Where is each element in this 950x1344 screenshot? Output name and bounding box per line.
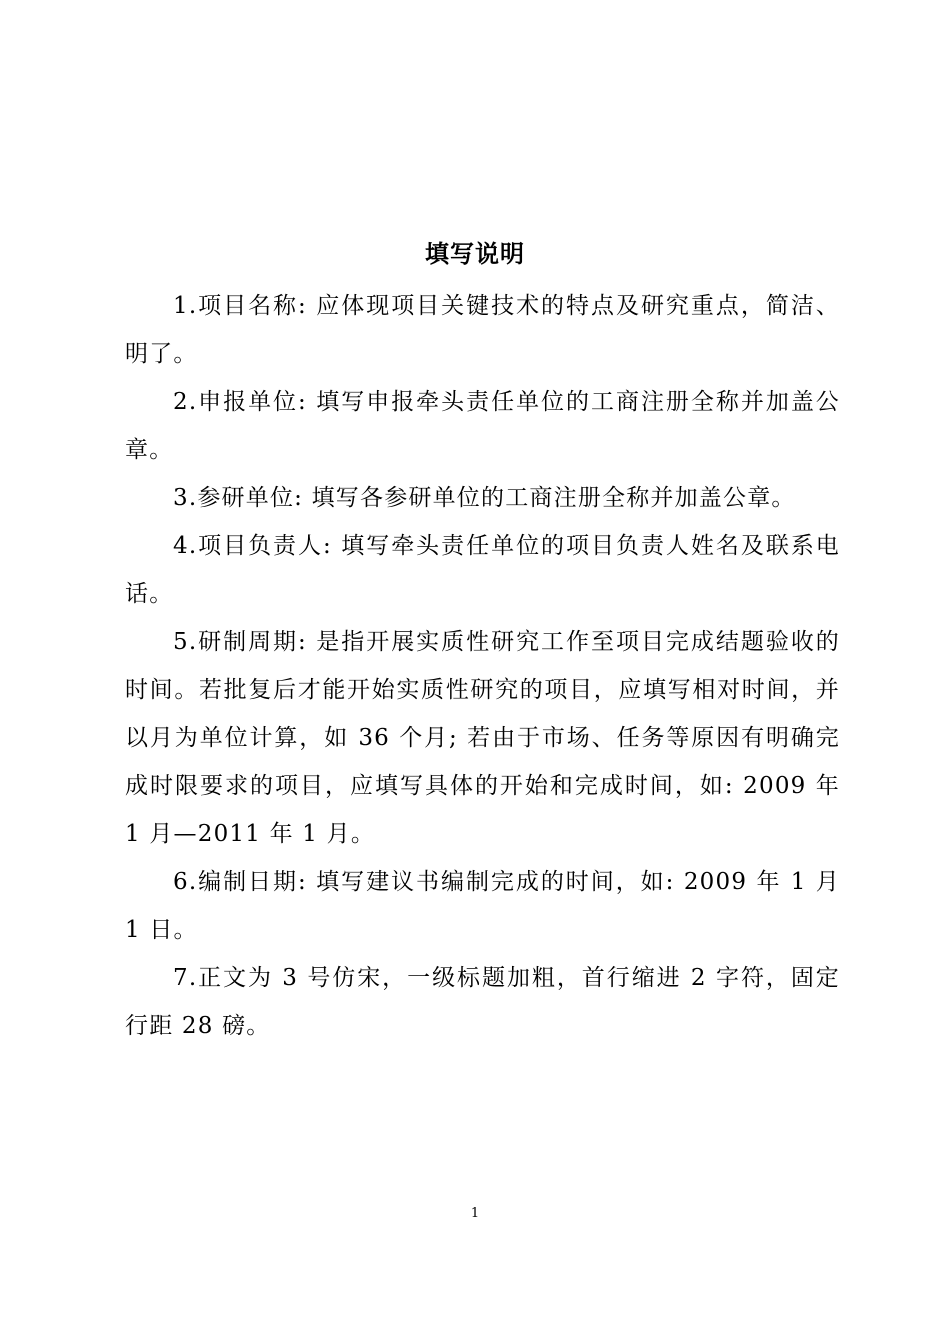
instruction-item-7: 7.正文为 3 号仿宋，一级标题加粗，首行缩进 2 字符，固定行距 28 磅。	[125, 965, 840, 1039]
instruction-item-5: 5.研制周期: 是指开展实质性研究工作至项目完成结题验收的时间。若批复后才能开始实质性研究的项目，应填写相对时间，并以月为单位计算，如 36 个月; 若由于市场、任务等原因有明确完成时限要求的项目，应填写具体的开始和完成时间，如: 2009 年 1 月—2011 年 1 月。	[125, 629, 840, 847]
instruction-item-3: 3.参研单位: 填写各参研单位的工商注册全称并加盖公章。	[173, 485, 796, 511]
page-number: 1	[470, 1206, 480, 1221]
instruction-item-1: 1.项目名称: 应体现项目关键技术的特点及研究重点，简洁、明了。	[125, 293, 840, 367]
instruction-item-4: 4.项目负责人: 填写牵头责任单位的项目负责人姓名及联系电话。	[125, 533, 840, 607]
instruction-item-2: 2.申报单位: 填写申报牵头责任单位的工商注册全称并加盖公章。	[125, 389, 840, 463]
instruction-list	[125, 282, 840, 1050]
instruction-item-6: 6.编制日期: 填写建议书编制完成的时间，如: 2009 年 1 月 1 日。	[125, 869, 840, 943]
page-title: 填写说明	[425, 239, 525, 268]
